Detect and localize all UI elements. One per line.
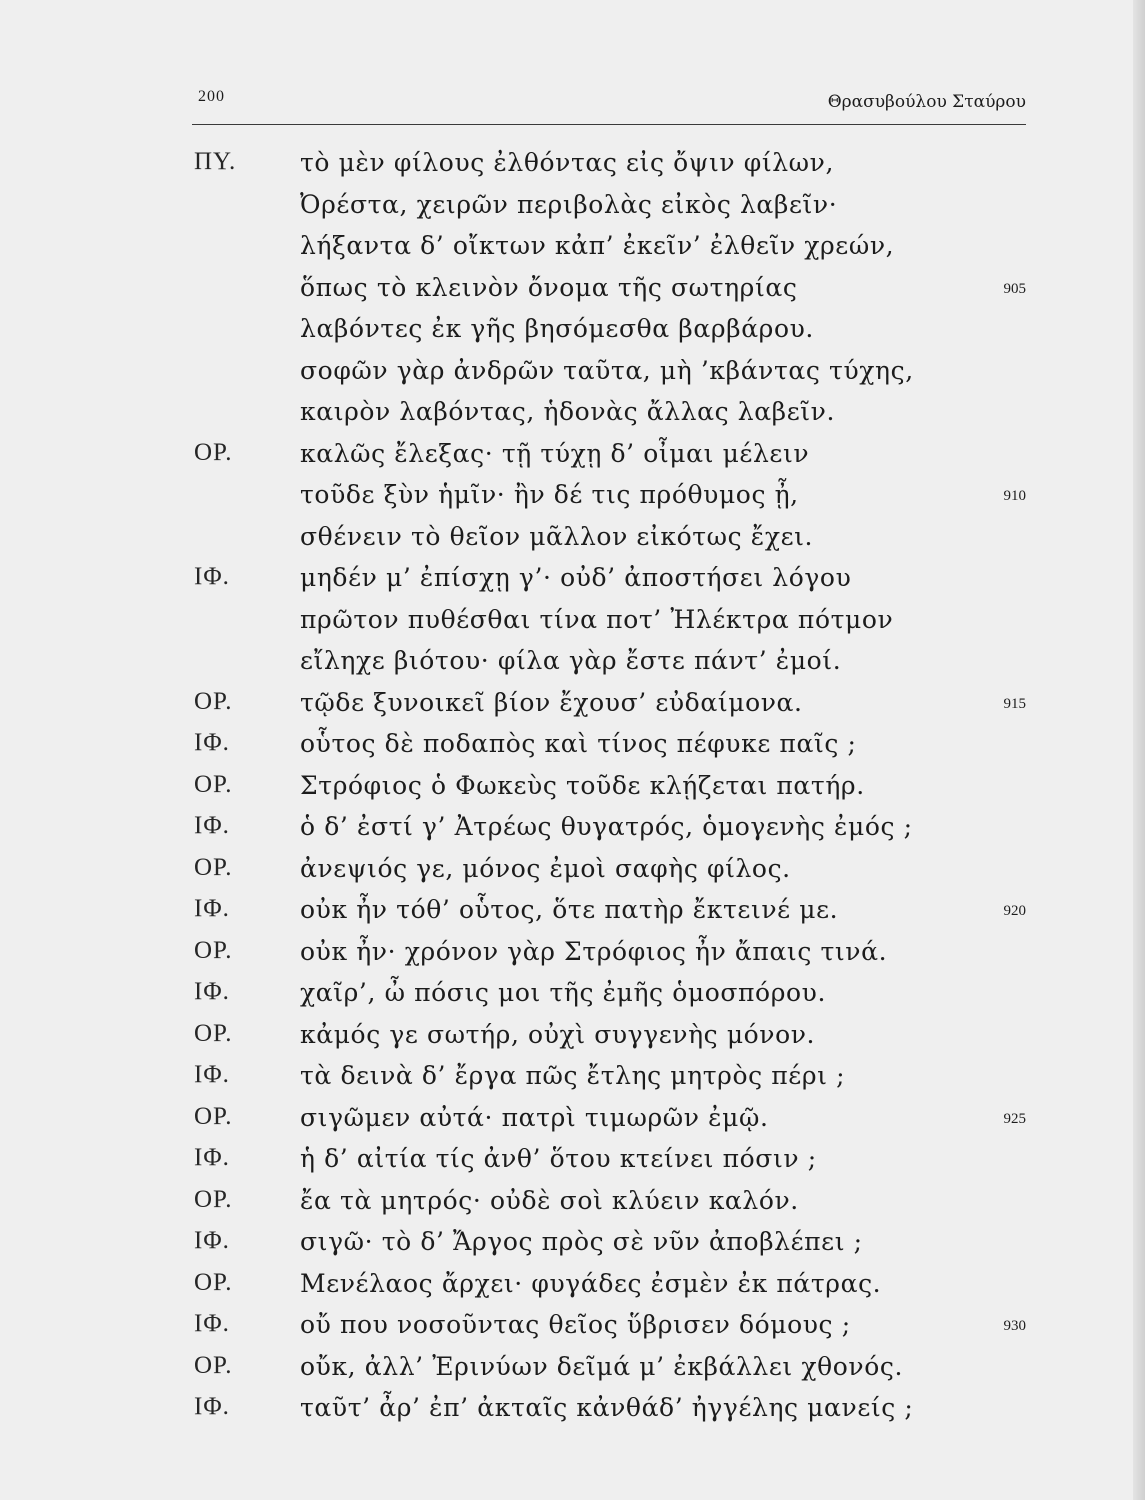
verse-text: οὐκ ἦν· χρόνον γὰρ Στρόφιος ἦν ἄπαις τινά. <box>300 936 888 966</box>
verse-text: σιγῶμεν αὐτά· πατρὶ τιμωρῶν ἐμῷ. <box>300 1102 769 1132</box>
verse-text: χαῖρ’, ὦ πόσις μοι τῆς ἐμῆς ὁμοσπόρου. <box>300 978 826 1007</box>
verse-text: μηδέν μ’ ἐπίσχῃ γ’· οὐδ’ ἀποστήσει λόγου <box>300 563 852 592</box>
verse-text: τὸ μὲν φίλους ἐλθόντας εἰς ὄψιν φίλων, <box>300 148 834 177</box>
verse-line <box>192 1352 1032 1394</box>
speaker-label: ΙΦ. <box>194 1144 230 1171</box>
verse-text: τοῦδε ξὺν ἡμῖν· ἢν δέ τις πρόθυμος ᾖ, <box>300 480 799 509</box>
verse-block <box>192 148 1032 1435</box>
verse-line <box>192 1061 1032 1103</box>
verse-text: Μενέλαος ἄρχει· φυγάδες ἐσμὲν ἐκ πάτρας. <box>300 1268 882 1298</box>
verse-line <box>192 231 1032 273</box>
verse-line <box>192 812 1032 854</box>
line-number: 915 <box>1003 695 1026 712</box>
verse-line <box>192 1269 1032 1311</box>
verse-text: εἴληχε βιότου· φίλα γὰρ ἔστε πάντ’ ἐμοί. <box>300 646 842 675</box>
speaker-label: ΙΦ. <box>194 1227 230 1254</box>
verse-line <box>192 1144 1032 1186</box>
verse-text: ταῦτ’ ἆρ’ ἐπ’ ἀκταῖς κἀνθάδ’ ἠγγέλης μανείς ; <box>300 1393 914 1422</box>
speaker-label: ΟΡ. <box>194 438 233 466</box>
line-number: 905 <box>1003 280 1026 297</box>
verse-text: Ὀρέστα, χειρῶν περιβολὰς εἰκὸς λαβεῖν· <box>300 189 838 219</box>
line-number: 930 <box>1003 1318 1026 1334</box>
verse-text: τῷδε ξυνοικεῖ βίον ἔχουσ’ εὐδαίμονα. <box>300 687 803 717</box>
verse-line <box>192 397 1032 439</box>
verse-line <box>192 688 1032 730</box>
speaker-label: ΙΦ. <box>194 978 230 1005</box>
speaker-label: ΙΦ. <box>194 1310 230 1337</box>
speaker-label: ΙΦ. <box>194 729 230 756</box>
line-number: 920 <box>1003 903 1026 919</box>
verse-text: οὔ που νοσοῦντας θεῖος ὕβρισεν δόμους ; <box>300 1310 851 1339</box>
running-head-author: Θρασυβούλου Σταύρου <box>827 92 1026 112</box>
speaker-label: ΟΡ. <box>194 687 233 715</box>
verse-line <box>192 1186 1032 1228</box>
verse-text: οὗτος δὲ ποδαπὸς καὶ τίνος πέφυκε παῖς ; <box>300 729 857 758</box>
verse-line <box>192 439 1032 481</box>
speaker-label: ΙΦ. <box>194 895 230 922</box>
speaker-label: ΟΡ. <box>194 853 233 881</box>
verse-line <box>192 356 1032 398</box>
verse-line <box>192 480 1032 522</box>
speaker-label: ΙΦ. <box>194 1061 230 1088</box>
verse-text: Στρόφιος ὁ Φωκεὺς τοῦδε κλῄζεται πατήρ. <box>300 770 865 800</box>
verse-line <box>192 895 1032 937</box>
speaker-label: ΟΡ. <box>194 1102 233 1130</box>
verse-line <box>192 563 1032 605</box>
verse-line <box>192 1393 1032 1435</box>
verse-text: καιρὸν λαβόντας, ἡδονὰς ἄλλας λαβεῖν. <box>300 397 836 426</box>
verse-text: οὐκ ἦν τόθ’ οὗτος, ὅτε πατὴρ ἔκτεινέ με. <box>300 895 839 924</box>
verse-line <box>192 148 1032 190</box>
verse-text: σθένειν τὸ θεῖον μᾶλλον εἰκότως ἔχει. <box>300 521 814 551</box>
speaker-label: ΙΦ. <box>194 812 230 839</box>
verse-line <box>192 314 1032 356</box>
speaker-label: ΙΦ. <box>194 1393 230 1420</box>
verse-text: ἡ δ’ αἰτία τίς ἀνθ’ ὅτου κτείνει πόσιν ; <box>300 1144 817 1173</box>
speaker-label: ΠΥ. <box>194 148 237 175</box>
verse-text: σοφῶν γὰρ ἀνδρῶν ταῦτα, μὴ ’κβάντας τύχης, <box>300 355 914 385</box>
speaker-label: ΟΡ. <box>194 770 233 798</box>
page-number: 200 <box>198 88 225 105</box>
verse-line <box>192 522 1032 564</box>
verse-text: τὰ δεινὰ δ’ ἔργα πῶς ἔτλης μητρὸς πέρι ; <box>300 1061 846 1090</box>
verse-text: ὅπως τὸ κλεινὸν ὄνομα τῆς σωτηρίας <box>300 272 798 302</box>
verse-text: κἀμός γε σωτήρ, οὐχὶ συγγενὴς μόνον. <box>300 1019 816 1049</box>
speaker-label: ΟΡ. <box>194 1268 233 1296</box>
verse-text: ἔα τὰ μητρός· οὐδὲ σοὶ κλύειν καλόν. <box>300 1185 799 1215</box>
verse-line <box>192 1020 1032 1062</box>
verse-line <box>192 978 1032 1020</box>
verse-line <box>192 273 1032 315</box>
verse-line <box>192 771 1032 813</box>
verse-line <box>192 854 1032 896</box>
verse-text: καλῶς ἔλεξας· τῇ τύχῃ δ’ οἶμαι μέλειν <box>300 438 810 468</box>
speaker-label: ΟΡ. <box>194 1019 233 1047</box>
verse-text: λαβόντες ἐκ γῆς βησόμεσθα βαρβάρου. <box>300 314 814 343</box>
line-number: 910 <box>1003 488 1026 504</box>
verse-line <box>192 1227 1032 1269</box>
speaker-label: ΟΡ. <box>194 1351 233 1379</box>
verse-text: οὔκ, ἀλλ’ Ἐρινύων δεῖμά μ’ ἐκβάλλει χθονός. <box>300 1351 904 1381</box>
verse-line <box>192 190 1032 232</box>
verse-text: σιγῶ· τὸ δ’ Ἄργος πρὸς σὲ νῦν ἀποβλέπει ; <box>300 1227 863 1256</box>
line-number: 925 <box>1003 1110 1026 1127</box>
verse-line <box>192 729 1032 771</box>
verse-line <box>192 937 1032 979</box>
verse-text: ὁ δ’ ἐστί γ’ Ἀτρέως θυγατρός, ὁμογενὴς ἐμός ; <box>300 812 913 841</box>
verse-text: λήξαντα δ’ οἴκτων κἀπ’ ἐκεῖν’ ἐλθεῖν χρεών, <box>300 231 895 260</box>
verse-line <box>192 1103 1032 1145</box>
verse-text: ἀνεψιός γε, μόνος ἐμοὶ σαφὴς φίλος. <box>300 853 791 883</box>
verse-text: πρῶτον πυθέσθαι τίνα ποτ’ Ἠλέκτρα πότμον <box>300 604 894 634</box>
speaker-label: ΟΡ. <box>194 1185 233 1213</box>
verse-line <box>192 1310 1032 1352</box>
verse-line <box>192 646 1032 688</box>
speaker-label: ΟΡ. <box>194 936 233 964</box>
verse-line <box>192 605 1032 647</box>
speaker-label: ΙΦ. <box>194 563 230 590</box>
running-head <box>192 84 1026 125</box>
page-edge-shadow <box>1133 0 1145 1500</box>
